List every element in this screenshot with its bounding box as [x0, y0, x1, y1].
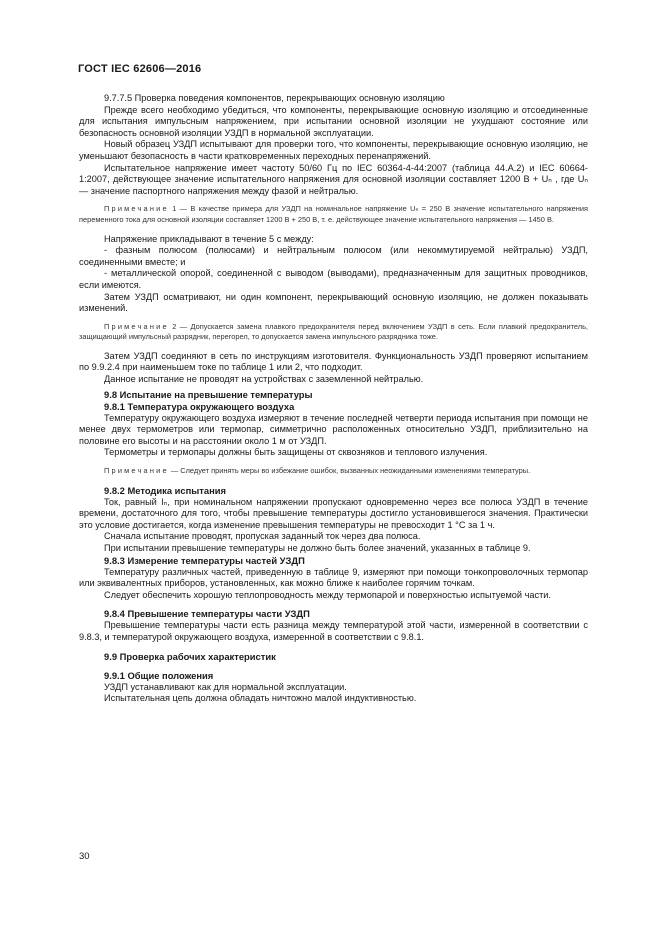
document-body: [79, 93, 588, 705]
paragraph: Превышение температуры части есть разница между температурой этой части, измеренной в соответствии с 9.8.3, и температурой окружающего воздуха, измеренной в соответствии с 9.8.1.: [79, 620, 588, 642]
note-text: 2 — Допускается замена плавкого предохранителя перед включением УЗДП в сеть. Если плавкий предохранитель, защищающий импульсный разрядник, перегорел, то допускается замена импульсного разрядника тоже.: [79, 321, 588, 342]
paragraph: Прежде всего необходимо убедиться, что компоненты, перекрывающие основную изоляцию и отсоединенные для испытания импульсным напряжением, при испытании основной изоляции не ухудшают состояние или безопасность основной изоляции УЗДП в нормальной эксплуатации.: [79, 104, 588, 138]
note: [79, 204, 588, 225]
paragraph: Новый образец УЗДП испытывают для проверки того, что компоненты, перекрывающие основную изоляцию, не уменьшают безопасность в части кратковременных переходных перенапряжений.: [79, 139, 588, 161]
paragraph: Температуру различных частей, приведенную в таблице 9, измеряют при помощи тонкопроволочных термопар или эквивалентных приборов, установленных, как можно ближе к наиболее горячим точкам.: [79, 566, 588, 589]
note-text: — Следует принять меры во избежание ошибок, вызванных неожиданными изменениями температуры.: [168, 466, 531, 476]
note-label: Примечание: [104, 204, 169, 214]
paragraph: Ток, равный Iₙ, при номинальном напряжении пропускают одновременно через все полюса УЗДП в течение времени, достаточного для того, чтобы превышение температуры достигло установившегося значения. Практически это условие достигается, когда изменение превышения температуры не превосходит 1 °С за 1 ч.: [79, 496, 588, 530]
section-heading: 9.8.1 Температура окружающего воздуха: [104, 400, 295, 412]
note: [79, 466, 588, 477]
paragraph: При испытании превышение температуры не должно быть более значений, указанных в таблице 9.: [104, 543, 531, 553]
paragraph: Затем УЗДП соединяют в сеть по инструкциям изготовителя. Функциональность УЗДП проверяют испытанием по 9.9.2.4 при наименьшем токе по таблице 1 или 2, что подходит.: [79, 350, 588, 373]
paragraph: Данное испытание не проводят на устройствах с заземленной нейтралью.: [104, 374, 424, 385]
paragraph: УЗДП устанавливают как для нормальной эксплуатации.: [104, 681, 347, 692]
note: [79, 322, 588, 343]
section-heading: 9.9 Проверка рабочих характеристик: [104, 650, 276, 662]
section-heading: 9.8 Испытание на превышение температуры: [104, 388, 313, 400]
paragraph: Термометры и термопары должны быть защищены от сквозняков и теплового излучения.: [104, 447, 488, 458]
section-heading: 9.8.3 Измерение температуры частей УЗДП: [104, 554, 305, 566]
section-heading: 9.8.4 Превышение температуры части УЗДП: [104, 608, 310, 620]
paragraph: Сначала испытание проводят, пропуская заданный ток через два полюса.: [104, 531, 421, 542]
section-heading: 9.9.1 Общие положения: [104, 669, 214, 681]
section-heading: 9.8.2 Методика испытания: [104, 484, 226, 496]
paragraph: Испытательная цепь должна обладать ничтожно малой индуктивностью.: [104, 693, 417, 704]
document-header: ГОСТ IEC 62606—2016: [78, 63, 202, 75]
page-number: 30: [79, 851, 90, 862]
paragraph: - металлической опорой, соединенной с выводом (выводами), предназначенным для защитных проводников, если имеются.: [79, 268, 588, 290]
note-text: 1 — В качестве примера для УЗДП на номинальное напряжение Uₙ = 250 В значение испытательного напряжения переменного тока для основной изоляции составляет 1200 В + 250 В, т. е. действующее значение испытательного напряжения — 1450 В.: [79, 204, 588, 224]
paragraph: Следует обеспечить хорошую теплопроводность между термопарой и поверхностью испытуемой части.: [104, 589, 551, 600]
note-label: Примечание: [104, 321, 169, 331]
paragraph: Затем УЗДП осматривают, ни один компонент, перекрывающий основную изоляцию, не должен показывать изменений.: [79, 291, 588, 314]
paragraph: - фазным полюсом (полюсами) и нейтральным полюсом (или некоммутируемой нейтралью) УЗДП, соединенными вместе; и: [79, 245, 588, 267]
paragraph: 9.7.7.5 Проверка поведения компонентов, перекрывающих основную изоляцию: [104, 93, 445, 103]
paragraph: Испытательное напряжение имеет частоту 50/60 Гц по IEC 60364-4-44:2007 (таблица 44.А.2) и IEC 60664-1:2007, действующее значение испытательного напряжения для основной изоляции составляет 1200 В + Uₙ , где Uₙ — значение паспортного напряжения между фазой и нейтралью.: [79, 162, 588, 196]
paragraph: Напряжение прикладывают в течение 5 с между:: [104, 233, 314, 244]
note-label: Примечание: [104, 466, 169, 476]
paragraph: Температуру окружающего воздуха измеряют в течение последней четверти периода испытания при помощи не менее двух термометров или термопар, симметрично расположенных относительно УЗДП, приблизительно на половине его высоты и на расстоянии около 1 м от УЗДП.: [79, 412, 588, 446]
